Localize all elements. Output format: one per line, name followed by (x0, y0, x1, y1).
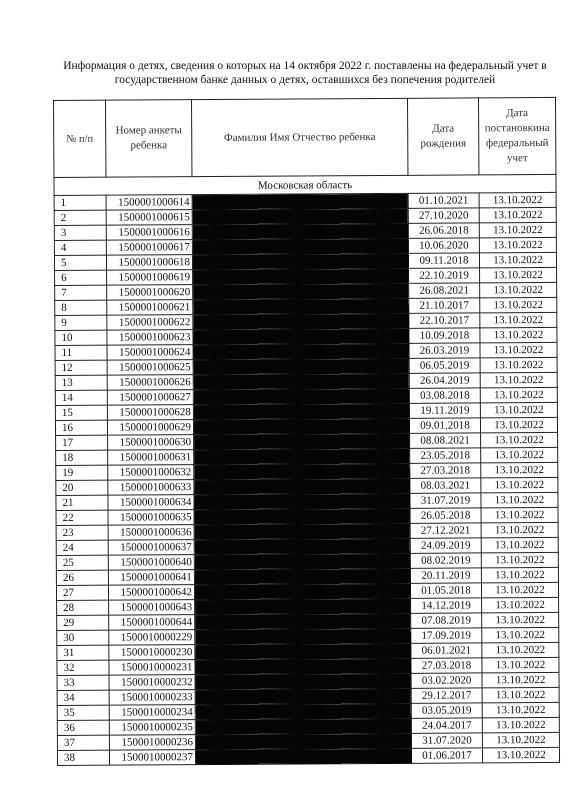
birth-date-cell: 07.08.2019 (411, 613, 482, 628)
birth-date-cell: 01.05.2018 (410, 583, 481, 598)
form-id-cell: 1500001000614 (106, 195, 192, 211)
row-number-cell: 6 (55, 270, 107, 285)
registration-date-cell: 13.10.2022 (482, 732, 559, 747)
row-number-cell: 14 (55, 390, 107, 405)
form-id-cell: 1500001000624 (107, 345, 193, 361)
registration-date-cell: 13.10.2022 (480, 372, 557, 387)
registration-date-cell: 13.10.2022 (482, 717, 559, 732)
registration-date-cell: 13.10.2022 (482, 642, 559, 657)
redacted-name-cell (194, 448, 410, 464)
redacted-name-cell (194, 493, 410, 509)
birth-date-cell: 09.11.2018 (408, 253, 479, 268)
form-id-cell: 1500001000637 (108, 540, 194, 556)
row-number-cell: 37 (57, 735, 109, 750)
row-number-cell: 19 (56, 465, 108, 480)
redacted-name-cell (195, 688, 411, 704)
row-number-cell: 4 (54, 240, 106, 255)
birth-date-cell: 17.09.2019 (411, 628, 482, 643)
column-header-number: № п/п (54, 100, 106, 177)
redacted-name-cell (193, 283, 409, 299)
registration-date-cell: 13.10.2022 (481, 432, 558, 447)
redacted-name-cell (195, 748, 411, 764)
form-id-cell: 1500001000623 (107, 330, 193, 346)
registration-date-cell: 13.10.2022 (479, 237, 556, 252)
registration-date-cell: 13.10.2022 (480, 297, 557, 312)
row-number-cell: 5 (54, 255, 106, 270)
form-id-cell: 1500010000233 (109, 690, 195, 706)
birth-date-cell: 03.05.2019 (411, 703, 482, 718)
redacted-name-cell (195, 703, 411, 719)
birth-date-cell: 08.08.2021 (410, 433, 481, 448)
row-number-cell: 8 (55, 300, 107, 315)
birth-date-cell: 06.05.2019 (409, 358, 480, 373)
birth-date-cell: 26.04.2019 (409, 373, 480, 388)
redacted-name-cell (192, 223, 408, 239)
form-id-cell: 1500001000632 (108, 465, 194, 481)
redacted-name-cell (194, 508, 410, 524)
form-id-cell: 1500010000237 (109, 750, 195, 766)
redacted-name-cell (193, 268, 409, 284)
row-number-cell: 1 (54, 195, 106, 210)
form-id-cell: 1500001000644 (109, 615, 195, 631)
region-label: Московская область (54, 174, 556, 195)
registration-date-cell: 13.10.2022 (482, 657, 559, 672)
birth-date-cell: 08.02.2019 (410, 553, 481, 568)
redacted-name-cell (193, 418, 409, 434)
form-id-cell: 1500010000234 (109, 705, 195, 721)
form-id-cell: 1500001000630 (108, 435, 194, 451)
registration-date-cell: 13.10.2022 (481, 492, 558, 507)
registration-date-cell: 13.10.2022 (481, 477, 558, 492)
registration-date-cell: 13.10.2022 (481, 537, 558, 552)
registration-date-cell: 13.10.2022 (480, 327, 557, 342)
birth-date-cell: 01.06.2017 (411, 748, 482, 763)
registration-date-cell: 13.10.2022 (482, 597, 559, 612)
registration-date-cell: 13.10.2022 (480, 387, 557, 402)
birth-date-cell: 03.02.2020 (411, 673, 482, 688)
form-id-cell: 1500001000635 (108, 510, 194, 526)
redacted-name-cell (193, 313, 409, 329)
row-number-cell: 28 (57, 600, 109, 615)
redacted-name-cell (194, 433, 410, 449)
birth-date-cell: 08.03.2021 (410, 478, 481, 493)
birth-date-cell: 10.09.2018 (409, 328, 480, 343)
registration-date-cell: 13.10.2022 (480, 417, 557, 432)
birth-date-cell: 22.10.2019 (409, 268, 480, 283)
birth-date-cell: 14.12.2019 (411, 598, 482, 613)
table-header-row (54, 97, 556, 177)
form-id-cell: 1500010000231 (109, 660, 195, 676)
form-id-cell: 1500001000628 (107, 405, 193, 421)
column-header-birth-date: Дата рождения (407, 98, 478, 175)
registration-date-cell: 13.10.2022 (481, 462, 558, 477)
row-number-cell: 2 (54, 210, 106, 225)
form-id-cell: 1500001000634 (108, 495, 194, 511)
children-table (53, 97, 560, 766)
row-number-cell: 15 (55, 405, 107, 420)
registration-date-cell: 13.10.2022 (480, 282, 557, 297)
birth-date-cell: 10.06.2020 (408, 238, 479, 253)
form-id-cell: 1500001000620 (107, 285, 193, 301)
row-number-cell: 11 (55, 345, 107, 360)
birth-date-cell: 19.11.2019 (409, 403, 480, 418)
birth-date-cell: 27.03.2018 (411, 658, 482, 673)
form-id-cell: 1500001000625 (107, 360, 193, 376)
birth-date-cell: 23.05.2018 (410, 448, 481, 463)
form-id-cell: 1500001000636 (108, 525, 194, 541)
registration-date-cell: 13.10.2022 (481, 522, 558, 537)
row-number-cell: 22 (56, 510, 108, 525)
row-number-cell: 24 (56, 540, 108, 555)
birth-date-cell: 06.01.2021 (411, 643, 482, 658)
form-id-cell: 1500001000622 (107, 315, 193, 331)
birth-date-cell: 26.05.2018 (410, 508, 481, 523)
row-number-cell: 27 (56, 585, 108, 600)
redacted-name-cell (192, 208, 408, 224)
birth-date-cell: 20.11.2019 (410, 568, 481, 583)
row-number-cell: 33 (57, 675, 109, 690)
form-id-cell: 1500001000619 (107, 270, 193, 286)
form-id-cell: 1500001000640 (108, 555, 194, 571)
form-id-cell: 1500010000230 (109, 645, 195, 661)
birth-date-cell: 26.08.2021 (409, 283, 480, 298)
column-header-form-id: Номер анкеты ребенка (106, 100, 192, 178)
row-number-cell: 36 (57, 720, 109, 735)
birth-date-cell: 27.10.2020 (408, 208, 479, 223)
row-number-cell: 18 (56, 450, 108, 465)
birth-date-cell: 27.12.2021 (410, 523, 481, 538)
redacted-name-cell (194, 523, 410, 539)
redacted-name-cell (195, 718, 411, 734)
form-id-cell: 1500001000617 (106, 240, 192, 256)
registration-date-cell: 13.10.2022 (481, 447, 558, 462)
form-id-cell: 1500001000627 (107, 390, 193, 406)
redacted-name-cell (193, 388, 409, 404)
row-number-cell: 25 (56, 555, 108, 570)
form-id-cell: 1500010000232 (109, 675, 195, 691)
row-number-cell: 32 (57, 660, 109, 675)
form-id-cell: 1500001000631 (108, 450, 194, 466)
registration-date-cell: 13.10.2022 (482, 672, 559, 687)
redacted-name-cell (195, 613, 411, 629)
registration-date-cell: 13.10.2022 (482, 687, 559, 702)
redacted-name-cell (194, 553, 410, 569)
registration-date-cell: 13.10.2022 (482, 627, 559, 642)
row-number-cell: 3 (54, 225, 106, 240)
form-id-cell: 1500010000229 (109, 630, 195, 646)
birth-date-cell: 27.03.2018 (410, 463, 481, 478)
redacted-name-cell (195, 733, 411, 749)
redacted-name-cell (192, 193, 408, 209)
page-title: Информация о детях, сведения о которых на 14 октября 2022 г. поставлены на федеральный учет в государственном банке данных о детях, оставшихся без попечения родителей (63, 60, 547, 86)
redacted-name-cell (194, 538, 410, 554)
redacted-name-cell (194, 583, 410, 599)
row-number-cell: 26 (56, 570, 108, 585)
redacted-name-cell (193, 373, 409, 389)
birth-date-cell: 26.06.2018 (408, 223, 479, 238)
registration-date-cell: 13.10.2022 (480, 312, 557, 327)
redacted-name-cell (192, 238, 408, 254)
birth-date-cell: 24.09.2019 (410, 538, 481, 553)
registration-date-cell: 13.10.2022 (482, 702, 559, 717)
form-id-cell: 1500001000641 (108, 570, 194, 586)
redacted-name-cell (193, 328, 409, 344)
row-number-cell: 30 (57, 630, 109, 645)
birth-date-cell: 01.10.2021 (408, 193, 479, 208)
form-id-cell: 1500010000236 (109, 735, 195, 751)
row-number-cell: 34 (57, 690, 109, 705)
redacted-name-cell (194, 478, 410, 494)
form-id-cell: 1500001000618 (106, 255, 192, 271)
registration-date-cell: 13.10.2022 (480, 357, 557, 372)
birth-date-cell: 21.10.2017 (409, 298, 480, 313)
redacted-name-cell (195, 658, 411, 674)
form-id-cell: 1500001000615 (106, 210, 192, 226)
row-number-cell: 31 (57, 645, 109, 660)
row-number-cell: 13 (55, 375, 107, 390)
form-id-cell: 1500001000643 (109, 600, 195, 616)
row-number-cell: 9 (55, 315, 107, 330)
form-id-cell: 1500001000626 (107, 375, 193, 391)
redacted-name-cell (194, 463, 410, 479)
registration-date-cell: 13.10.2022 (482, 747, 559, 762)
birth-date-cell: 31.07.2019 (410, 493, 481, 508)
column-header-child-name: Фамилия Имя Отчество ребенка (192, 98, 408, 176)
registration-date-cell: 13.10.2022 (480, 267, 557, 282)
registration-date-cell: 13.10.2022 (482, 612, 559, 627)
redacted-name-cell (193, 298, 409, 314)
column-header-registration-date: Дата постановкина федеральный учет (478, 97, 555, 174)
row-number-cell: 16 (55, 420, 107, 435)
birth-date-cell: 26.03.2019 (409, 343, 480, 358)
redacted-name-cell (195, 598, 411, 614)
row-number-cell: 20 (56, 480, 108, 495)
registration-date-cell: 13.10.2022 (479, 222, 556, 237)
birth-date-cell: 09.01.2018 (409, 418, 480, 433)
row-number-cell: 29 (57, 615, 109, 630)
form-id-cell: 1500010000235 (109, 720, 195, 736)
birth-date-cell: 24.04.2017 (411, 718, 482, 733)
registration-date-cell: 13.10.2022 (479, 192, 556, 207)
redacted-name-cell (194, 568, 410, 584)
form-id-cell: 1500001000616 (106, 225, 192, 241)
row-number-cell: 21 (56, 495, 108, 510)
row-number-cell: 17 (56, 435, 108, 450)
redacted-name-cell (193, 358, 409, 374)
registration-date-cell: 13.10.2022 (479, 252, 556, 267)
redacted-name-cell (195, 628, 411, 644)
registration-date-cell: 13.10.2022 (479, 207, 556, 222)
birth-date-cell: 29.12.2017 (411, 688, 482, 703)
form-id-cell: 1500001000633 (108, 480, 194, 496)
table-row (57, 747, 559, 765)
row-number-cell: 38 (57, 750, 109, 765)
redacted-name-cell (193, 343, 409, 359)
row-number-cell: 7 (55, 285, 107, 300)
row-number-cell: 10 (55, 330, 107, 345)
redacted-name-cell (192, 253, 408, 269)
registration-date-cell: 13.10.2022 (481, 507, 558, 522)
form-id-cell: 1500001000642 (108, 585, 194, 601)
row-number-cell: 35 (57, 705, 109, 720)
row-number-cell: 12 (55, 360, 107, 375)
form-id-cell: 1500001000629 (107, 420, 193, 436)
registration-date-cell: 13.10.2022 (480, 342, 557, 357)
redacted-name-cell (195, 673, 411, 689)
birth-date-cell: 03.08.2018 (409, 388, 480, 403)
birth-date-cell: 31.07.2020 (411, 733, 482, 748)
redacted-name-cell (193, 403, 409, 419)
registration-date-cell: 13.10.2022 (481, 552, 558, 567)
registration-date-cell: 13.10.2022 (481, 567, 558, 582)
registration-date-cell: 13.10.2022 (481, 582, 558, 597)
table-body (54, 174, 560, 765)
row-number-cell: 23 (56, 525, 108, 540)
birth-date-cell: 22.10.2017 (409, 313, 480, 328)
registration-date-cell: 13.10.2022 (480, 402, 557, 417)
redacted-name-cell (195, 643, 411, 659)
form-id-cell: 1500001000621 (107, 300, 193, 316)
